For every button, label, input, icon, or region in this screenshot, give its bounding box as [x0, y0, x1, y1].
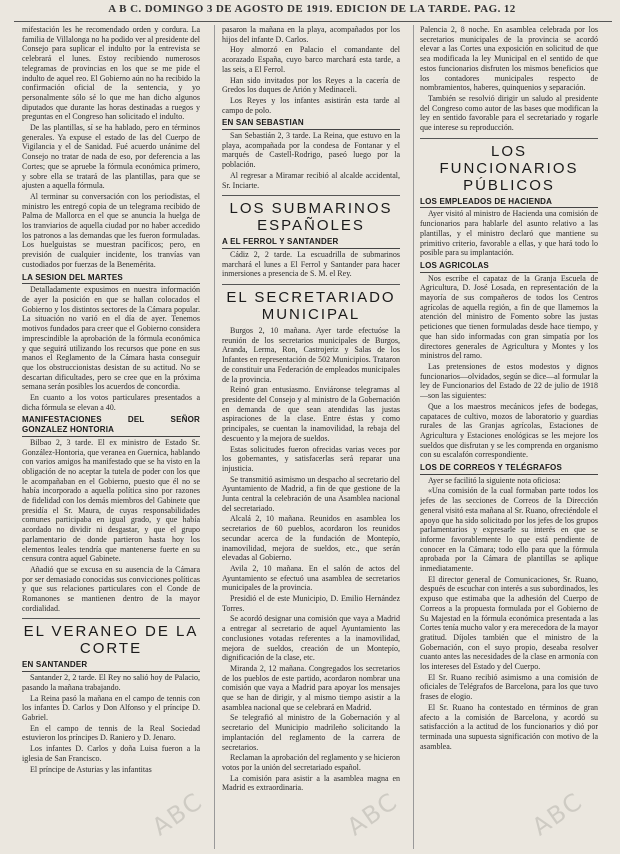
- column-3: [420, 25, 598, 851]
- paragraph: En el campo de tennis de la Real Sociedad estuvieron los príncipes D. Raniero y D. Jenaro.: [22, 723, 200, 743]
- paragraph: mifestación les he recomendado orden y cordura. La familia de Villalonga no ha podido ver al presidente del Consejo para suplicar el indulto por la entrevista se celebrará el lunes. Estoy recibiendo numerosos telegramas de provincias en los que se me pide el indulto de aquel reo. El Gobierno aún no ha recibido la confirmación oficial de la sentencia, y yo personalmente sólo sé lo que me han dicho algunos diputados que durante las horas destinadas a ruegos y preguntas en el Congreso han solicitado el indulto.: [22, 25, 200, 122]
- paragraph: En cuanto a los votos particulares presentados a dicha fórmula se elevan a 40.: [22, 393, 200, 412]
- paragraph: Miranda 2, 12 mañana. Congregados los secretarios de los pueblos de este partido, acordaron nombrar una comisión que vaya a Madrid para apoyar los mensajes que se han de dirigir, y al mismo tiempo asistir a la asamblea nacional que se celebrará en Madrid.: [222, 663, 400, 712]
- column-divider: [413, 25, 414, 849]
- headline: EL SECRETARIADO MUNICIPAL: [222, 284, 400, 323]
- paragraph: Ayer se facilitó la siguiente nota oficiosa:: [428, 475, 561, 485]
- page-header: A B C. DOMINGO 3 DE AGOSTO DE 1919. EDICION DE LA TARDE. PAG. 12: [108, 3, 516, 15]
- column-1: [22, 25, 200, 851]
- paragraph: Alcalá 2, 10 mañana. Reunidos en asamblea los secretarios de 60 pueblos, acordaron los reunidos secundar acerca de la fundación de Montepío, inamovilidad, mejora de sueldos, etc., que serán elevadas al Gobierno.: [222, 514, 400, 563]
- paragraph: La comisión para asistir a la asamblea magna en Madrid es extraordinaria.: [222, 773, 400, 793]
- paragraph: pasaron la mañana en la playa, acompañados por los hijos del infante D. Carlos.: [222, 25, 400, 44]
- watermark: ABC: [526, 786, 589, 842]
- paragraph: Las pretensiones de estos modestos y dignos funcionarios—olvidados, según se dice—al formular la ley de Funcionarios del Estado de 22 de julio de 1918—son las siguientes:: [420, 361, 598, 401]
- paragraph: Los infantes D. Carlos y doña Luisa fueron a la iglesia de San Francisco.: [22, 744, 200, 763]
- paragraph: Se telegrafió al ministro de la Gobernación y al secretario del Municipio madrileño solicitando la implantación del reglamento de la carrera de secretarios.: [222, 713, 400, 752]
- paragraph: Añadió que se excusa en su ausencia de la Cámara por ser demasiado conocidas sus convicciones políticas y que sus relaciones particulares con el Conde de Romanones se mantienen dentro de la mayor cordialidad.: [22, 564, 200, 613]
- paragraph: Al regresar a Miramar recibió al alcalde accidental, Sr. Inciarte.: [222, 170, 400, 190]
- paragraph: Bilbao 2, 3 tarde. El ex ministro de Estado Sr. González-Hontoria, que veranea en Guernica, hablando con varios amigos ha manifestado que se ha visto en la obligación de no aceptar la tutela de poder con los que le acompañaban en el Gobierno, puesto que él no se había incorporado a aquella política sino por razones de fidelidad con los demás miembros del Gabinete que presidía el Sr. Maura, de cuyas responsabilidades comunes participaba en igual grado, y que había acordado no dividir ni desgastar, y que el grupo parlamentario de donde partieron hasta hoy los elementos leales tendría que mantenerse fuerte en su censura contra aquel Gabinete.: [22, 437, 200, 564]
- subheading: LA SESION DEL MARTES: [22, 273, 200, 285]
- paragraph: Cádiz 2, 2 tarde. La escuadrilla de submarinos marchará el lunes a El Ferrol y Santander para hacer inmersiones a presencia de S. M. el Rey.: [222, 249, 400, 279]
- header-rule: [14, 21, 612, 22]
- subheading: MANIFESTACIONES DEL SEÑOR GONZALEZ HONTORIA: [22, 415, 200, 436]
- headline: LOS FUNCIONARIOS PÚBLICOS: [420, 138, 598, 194]
- paragraph: Nos escribe el capataz de la Granja Escuela de Agricultura, D. José Losada, en representación de la mayoría de sus compañeros de todos los Centros agrícolas de aquella región, a fin de que llamemos la atención del ministro de Fomento sobre las justas peticiones que tienen formuladas desde hace tiempo, y que han sido informadas con gran simpatía por los directores generales de Agricultura y Montes y los ministros del ramo.: [420, 273, 598, 361]
- paragraph: Han sido invitados por los Reyes a la cacería de Gredos los duques de Arión y Medinaceli.: [222, 75, 400, 95]
- paragraph: Hoy almorzó en Palacio el comandante del acorazado España, cuyo barco marchará esta tarde, a las seis, a El Ferrol.: [222, 45, 400, 74]
- subheading: EN SANTANDER: [22, 660, 200, 672]
- paragraph: Palencia 2, 8 noche. En asamblea celebrada por los secretarios municipales de la provincia se acordó elevar a las Cortes una exposición en solicitud de que sea modificada la ley Municipal en el sentido de que estos funcionarios disfruten los mismos beneficios que los contadores municipales respecto de nombramientos, haberes, quinquenios y separación.: [420, 25, 598, 93]
- paragraph: Detalladamente expusimos en nuestra información de ayer la posición en que se hallan colocados el Gobierno y los distintos sectores de la Cámara popular. La situación no varió en el día de ayer. Tenemos motivos fundados para creer que el Gobierno considera imprescindible la aprobación de la fórmula económica y que seguirá utilizando los recursos que pone en sus manos el Reglamento de la Cámara hasta conseguir que los obstruccionistas desistan de su actitud. No se descartan dificultades, pero se cree que en la próxima semana serán posibles los acuerdos de concordia.: [22, 285, 200, 392]
- headline: EL VERANEO DE LA CORTE: [22, 618, 200, 657]
- column-2: [222, 25, 400, 851]
- paragraph: Burgos 2, 10 mañana. Ayer tarde efectuóse la reunión de los secretarios municipales de Burgos, Aranda, Lerma, Ron, Castrojeriz y Salas de los Infantes en representación de 502 Municipios. Trataron de constituir una Federación de empleados municipales de la provincia.: [222, 326, 400, 384]
- paragraph: Los Reyes y los infantes asistirán esta tarde al campo de polo.: [222, 95, 400, 115]
- headline: LOS SUBMARINOS ESPAÑOLES: [222, 195, 400, 234]
- subheading: LOS EMPLEADOS DE HACIENDA: [420, 197, 598, 209]
- paragraph: Se transmitió asimismo un despacho al secretario del Ayuntamiento de Madrid, a fin de que gestione de la Junta central la celebración de una Asamblea nacional del secretariado.: [222, 474, 400, 513]
- paragraph: El director general de Comunicaciones, Sr. Ruano, después de escuchar con interés a sus subordinados, les expuso que estimaba que la adhesión del Cuerpo de Correos a la propuesta formulada por el Gobierno de Su Majestad en la fórmula económica presentada a las Cortes tenía mucho valor y era merecedora de la mayor gratitud. Díjoles también que el ministro de la Gobernación, con el suyo propio, deseaba resolver cuanto antes las necesidades de la clase en armonía con los intereses del Estado y del Cuerpo.: [420, 574, 598, 672]
- paragraph: Que a los maestros mecánicos jefes de bodegas, capataces de cultivo, mozos de laboratorio y guardias rurales de las Granjas agrícolas, Estaciones de Agricultura y Estaciones enológicas se les mejore los sueldos que disfrutan y se les comprenda en organismo con su escalafón correspondiente.: [420, 401, 598, 460]
- paragraph: También se resolvió dirigir un saludo al presidente del Congreso como autor de las bases que modifican la ley en sentido favorable para el secretariado y rogarle que interese su reproducción.: [420, 93, 598, 133]
- subheading: LOS AGRICOLAS: [420, 261, 598, 273]
- paragraph: El Sr. Ruano recibió asimismo a una comisión de oficiales de Telégrafos de Barcelona, para los que tuvo frases de elogio.: [420, 672, 598, 702]
- paragraph: Avila 2, 10 mañana. En el salón de actos del Ayuntamiento se efectuó una asamblea de secretarios municipales de la provincia.: [222, 563, 400, 593]
- paragraph: De las plantillas, sí se ha hablado, pero en términos generales. Ya expuse el estado de las del Cuerpo de Vigilancia y el de Sanidad. Fué acuerdo unánime del Consejo no tratar de nada de eso, por deferencia a las Cortes; que se apruebe la fórmula económica primero, y sobre ella se tratará de las plantillas, para que se ajusten a aquella fórmula.: [22, 123, 200, 191]
- paragraph: Reinó gran entusiasmo. Enviáronse telegramas al presidente del Consejo y al ministro de la Gobernación en demanda de que sean atendidas las justas aspiraciones de la clase. Entre éstas y como principales, se cuentan la inamovilidad, la rebaja del descuento y la mejora de sueldos.: [222, 385, 400, 443]
- watermark: ABC: [146, 786, 209, 842]
- paragraph: Se acordó designar una comisión que vaya a Madrid a entregar al secretario de aquel Ayuntamiento las conclusiones votadas referentes a la inamovilidad, mejora de sueldos, creación de un Montepío, dignificación de la clase, etc.: [222, 614, 400, 663]
- paragraph: El príncipe de Asturias y las infantitas: [30, 764, 152, 774]
- paragraph: «Una comisión de la cual formaban parte todos los jefes de las secciones de Correos de la Dirección general visitó esta mañana al Sr. Ruano, ofreciéndole el apoyo que ha sido solicitado por los jefes de los grupos parlamentarios y expresarle su interés en que se informe favorablemente lo que está pendiente de conocer en la Cámara; todo ello para que la fórmula aprobada por la Cámara de plantillas se aplique inmediatamente.: [420, 486, 598, 574]
- paragraph: Presidió el de este Municipio, D. Emilio Hernández Torres.: [222, 594, 400, 613]
- subheading: A EL FERROL Y SANTANDER: [222, 237, 400, 249]
- paragraph: Al terminar su conversación con los periodistas, el ministro les entregó copia de un telegrama recibido de Palma de Mallorca en el que se anuncia la huelga de los tranviarios de aquella ciudad por no haber accedido los patronos a las demandas que les fueron formuladas. Los huelguistas se muestran pacíficos; pero, en previsión de cualquier incidente, los tranvías van custodiados por fuerzas de la Benemérita.: [22, 191, 200, 269]
- paragraph: Estas solicitudes fueron ofrecidas varias veces por los gobernantes, y satisfacerlas será reparar una injusticia.: [222, 444, 400, 473]
- paragraph: Reclaman la aprobación del reglamento y se hicieron votos por la unión del secretariado español.: [222, 753, 400, 772]
- watermark: ABC: [341, 786, 404, 842]
- paragraph: La Reina pasó la mañana en el campo de tennis con los infantes D. Carlos y Don Alfonso y el príncipe D. Gabriel.: [22, 693, 200, 722]
- paragraph: San Sebastián 2, 3 tarde. La Reina, que estuvo en la playa, acompañada por la condesa de Fontanar y el marqués de Castell-Rodrigo, paseó luego por la población.: [222, 131, 400, 170]
- paragraph: Ayer visitó al ministro de Hacienda una comisión de funcionarios para hablarle del asunto relativo a las plantillas, y el ministro declaró que mantiene su primitivo criterio, favorable a ellas, y que hará todo lo posible para su implantación.: [420, 209, 598, 258]
- column-divider: [214, 25, 215, 849]
- paragraph: El Sr. Ruano ha contestado en términos de gran afecto a la comisión de Barcelona, y acordó su satisfacción a la actitud de los funcionarios y dió por terminada una supuesta significación con motivo de la asamblea.: [420, 702, 598, 751]
- paragraph: Santander 2, 2 tarde. El Rey no salió hoy de Palacio, pasando la mañana trabajando.: [22, 673, 200, 692]
- subheading: EN SAN SEBASTIAN: [222, 118, 400, 130]
- subheading: LOS DE CORREOS Y TELÉGRAFOS: [420, 463, 598, 475]
